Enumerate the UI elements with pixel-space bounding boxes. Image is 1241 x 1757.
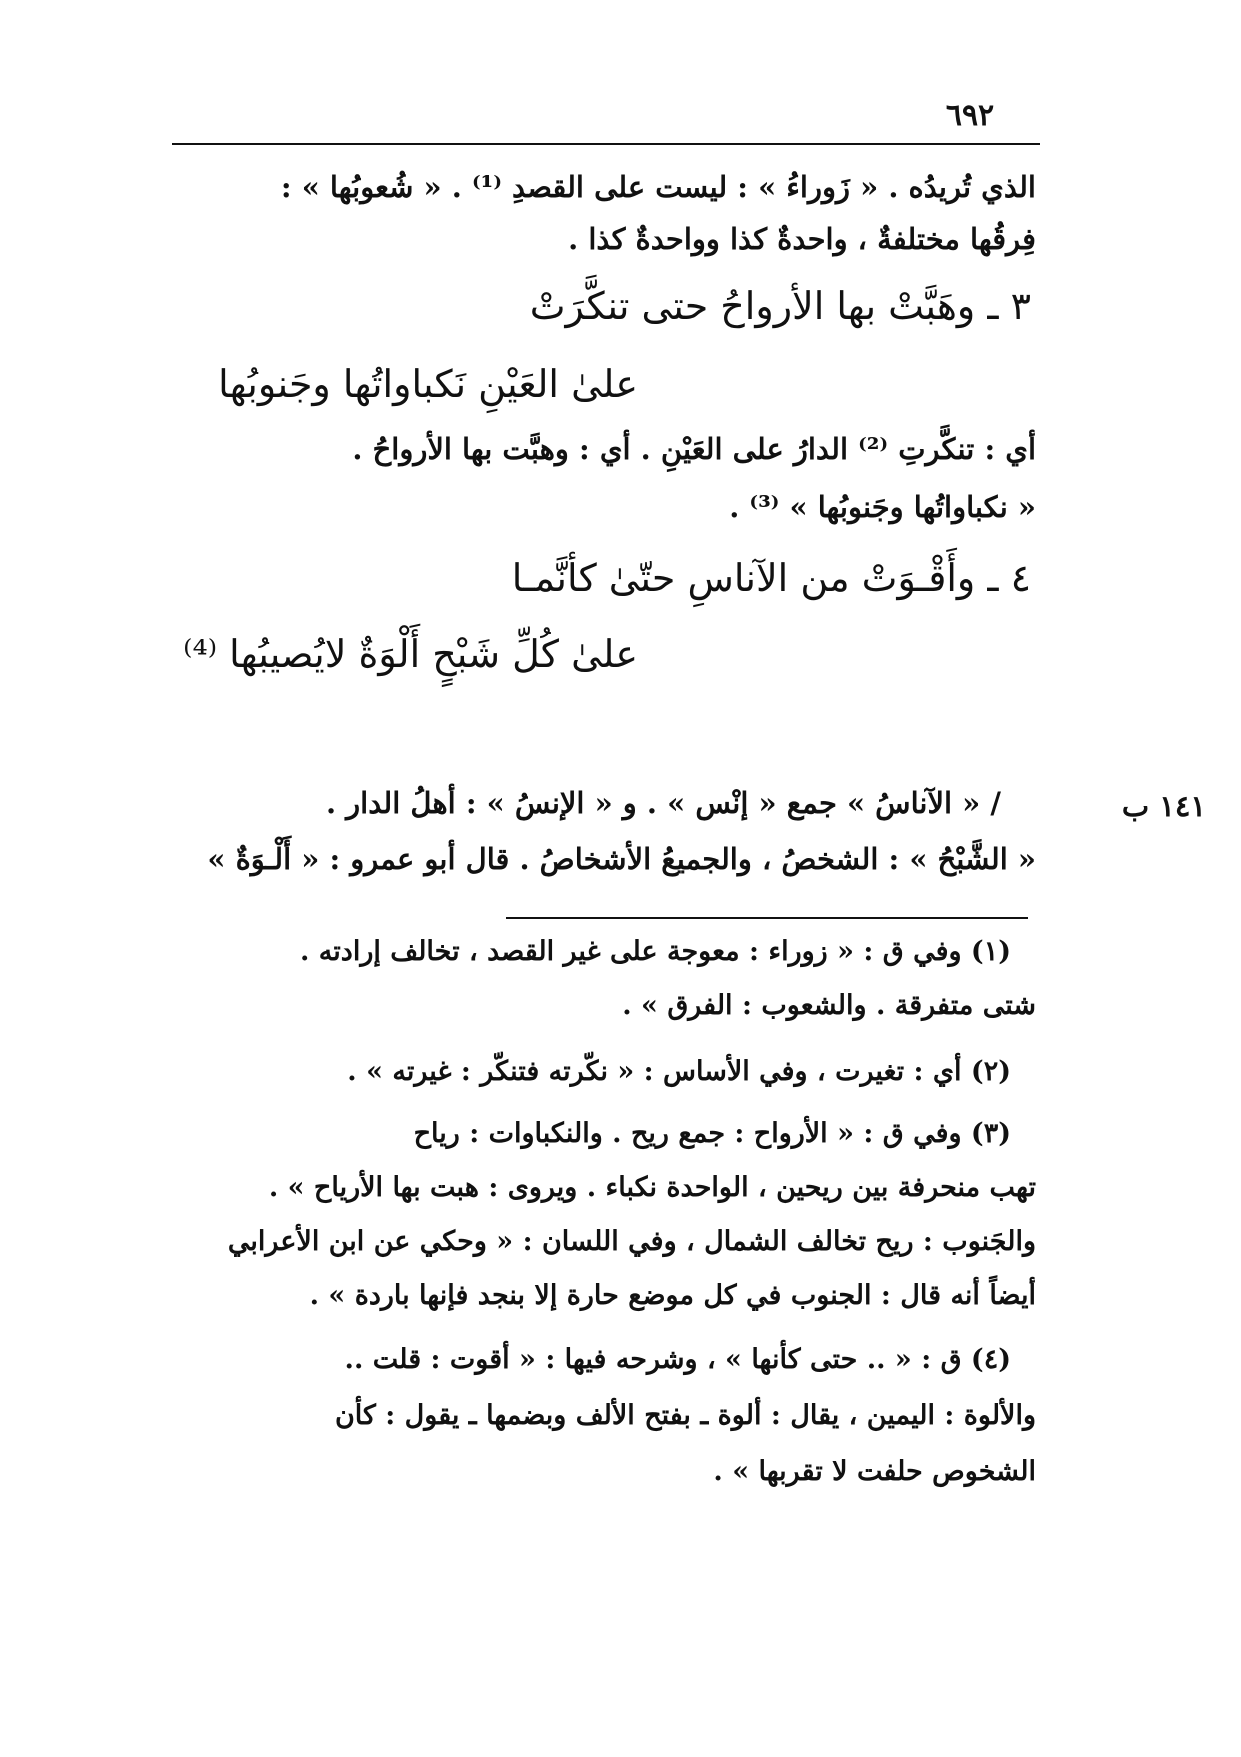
commentary-line: / « الآناسُ » جمع « إنْس » . و « الإنسُ » : أهلُ الدار . [325, 786, 1001, 820]
footnote-line: أيضاً أنه قال : الجنوب في كل موضع حارة إلا بنجد فإنها باردة » . [309, 1280, 1036, 1311]
verse-hemistich: علىٰ كُلِّ شَبْحٍ أَلْوَةٌ لايُصيبُها ⁽⁴⁾ [183, 632, 638, 676]
verse-hemistich: علىٰ العَيْنِ نَكباواتُها وجَنوبُها [218, 362, 638, 406]
manuscript-folio-marker: ١٤١ ب [1121, 789, 1206, 823]
commentary-line: فِرقُها مختلفةٌ ، واحدةٌ كذا وواحدةٌ كذا . [568, 222, 1036, 256]
verse-hemistich: ٤ ـ وأَقْـوَتْ من الآناسِ حتّىٰ كأنَّمـا [511, 556, 1031, 600]
verse-hemistich: ٣ ـ وهَبَّتْ بها الأرواحُ حتى تنكَّرَتْ [529, 284, 1031, 328]
footnote-line: والألوة : اليمين ، يقال : ألوة ـ بفتح الألف وبضمها ـ يقول : كأن [334, 1400, 1036, 1431]
page-number: ٦٩٢ [945, 98, 995, 133]
commentary-line: « نكباواتُها وجَنوبُها » ⁽³⁾ . [729, 490, 1036, 524]
footnote-line: (٣) وفي ق : « الأرواح : جمع ريح . والنكباوات : رياح [413, 1118, 1011, 1149]
footnote-line: (١) وفي ق : « زوراء : معوجة على غير القصد ، تخالف إرادته . [300, 936, 1011, 967]
footnote-line: الشخوص حلفت لا تقربها » . [713, 1456, 1036, 1487]
footnote-rule [506, 917, 1028, 919]
footnote-line: والجَنوب : ريح تخالف الشمال ، وفي اللسان : « وحكي عن ابن الأعرابي [227, 1226, 1036, 1257]
commentary-line: « الشَّبْحُ » : الشخصُ ، والجميعُ الأشخاصُ . قال أبو عمرو : « أَلْـوَةٌ » [207, 842, 1036, 876]
footnote-line: تهب منحرفة بين ريحين ، الواحدة نكباء . ويروى : هبت بها الأرياح » . [268, 1172, 1036, 1203]
commentary-line: أي : تنكَّرتِ ⁽²⁾ الدارُ على العَيْنِ . أي : وهبَّت بها الأرواحُ . [352, 432, 1036, 466]
header-rule [172, 143, 1040, 145]
commentary-line: الذي تُريدُه . « زَوراءُ » : ليست على القصدِ ⁽¹⁾ . « شُعوبُها » : [280, 170, 1036, 204]
footnote-line: شتى متفرقة . والشعوب : الفرق » . [622, 990, 1036, 1021]
footnote-line: (٤) ق : « .. حتى كأنها » ، وشرحه فيها : « أقوت : قلت .. [344, 1344, 1011, 1375]
footnote-line: (٢) أي : تغيرت ، وفي الأساس : « نكّرته فتنكّر : غيرته » . [347, 1056, 1011, 1087]
